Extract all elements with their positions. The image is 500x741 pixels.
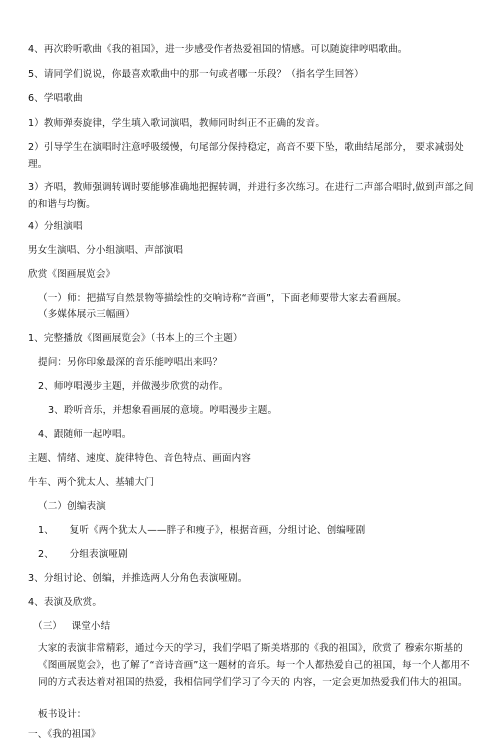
part-2-heading: （二）创编表演 — [38, 501, 106, 512]
substep-3-text: 3）齐唱，教师强调转调时要能够准确地把握转调，并进行多次练习。在进行二声部合唱时,做到声部之间的和谐与均衡。 — [28, 182, 474, 210]
substep-1-text: 1）教师弹奏旋律，学生填入歌词演唱，教师同时纠正不正确的发音。 — [28, 118, 326, 129]
group-mime-text: 2、 分组表演哑剧 — [38, 549, 128, 560]
step-4-text: 4、再次聆听歌曲《我的祖国》，进一步感受作者热爱祖国的情感。可以随旋律哼唱歌曲。 — [28, 44, 408, 55]
part-1-intro: （一）师：把描写自然景物等描绘性的交响诗称“音画”，下面老师要带大家去看画展。 — [38, 293, 407, 304]
summary-paragraph: 大家的表演非常精彩，通过今天的学习，我们学唱了斯美塔那的《我的祖国》，欣赏了 穆索尔斯基的《图画展览会》，也了解了“音诗音画”这一题材的音乐。每一个人都热爱自己的祖国，每一个人都用不同的方式表达着对祖国的热爱，我相信同学们学习了今天的 内容，一定会更加热爱我们伟大的祖国。 — [38, 643, 470, 688]
relisten-text: 1、 复听《两个犹太人——胖子和瘦子》，根据音画，分组讨论、创编哑剧 — [38, 525, 366, 536]
hum-theme-text: 2、师哼唱漫步主题，并做漫步欣赏的动作。 — [38, 381, 229, 392]
multimedia-note: （多媒体展示三幅画） — [38, 309, 135, 320]
play-full-text: 1、完整播放《图画展览会》（书本上的三个主题） — [28, 333, 243, 344]
substep-2-text: 2）引导学生在演唱时注意呼吸缓慢，句尾部分保持稳定，高音不要下坠，歌曲结尾部分， 要求减弱处理。 — [28, 142, 464, 170]
listen-music-text: 3、聆听音乐，并想象看画展的意境。哼唱漫步主题。 — [48, 405, 278, 416]
question-text: 提问：另你印象最深的音乐能哼唱出来吗？ — [38, 357, 223, 368]
board-design-label: 板书设计： — [38, 709, 87, 720]
perform-text: 4、表演及欣赏。 — [28, 597, 103, 608]
elements-list: 主题、情绪、速度、旋律特色、音色特点、画面内容 — [28, 453, 251, 464]
appreciation-heading: 欣赏《图画展览会》 — [28, 269, 116, 280]
group-discuss-text: 3、分组讨论、创编，并推选两人分角色表演哑剧。 — [28, 573, 248, 584]
board-item-1: 一、《我的祖国》 — [28, 729, 101, 740]
pictures-list: 牛车、两个犹太人、基辅大门 — [28, 477, 155, 488]
substep-4-text: 4）分组演唱 — [28, 221, 83, 232]
part-3-heading: （三） 课堂小结 — [33, 621, 111, 632]
follow-hum-text: 4、跟随师一起哼唱。 — [38, 429, 132, 440]
group-singing-text: 男女生演唱、分小组演唱、声部演唱 — [28, 245, 184, 256]
step-5-text: 5、请同学们说说，你最喜欢歌曲中的那一句或者哪一乐段？（指名学生回答） — [28, 69, 364, 80]
step-6-heading: 6、学唱歌曲 — [28, 93, 83, 104]
